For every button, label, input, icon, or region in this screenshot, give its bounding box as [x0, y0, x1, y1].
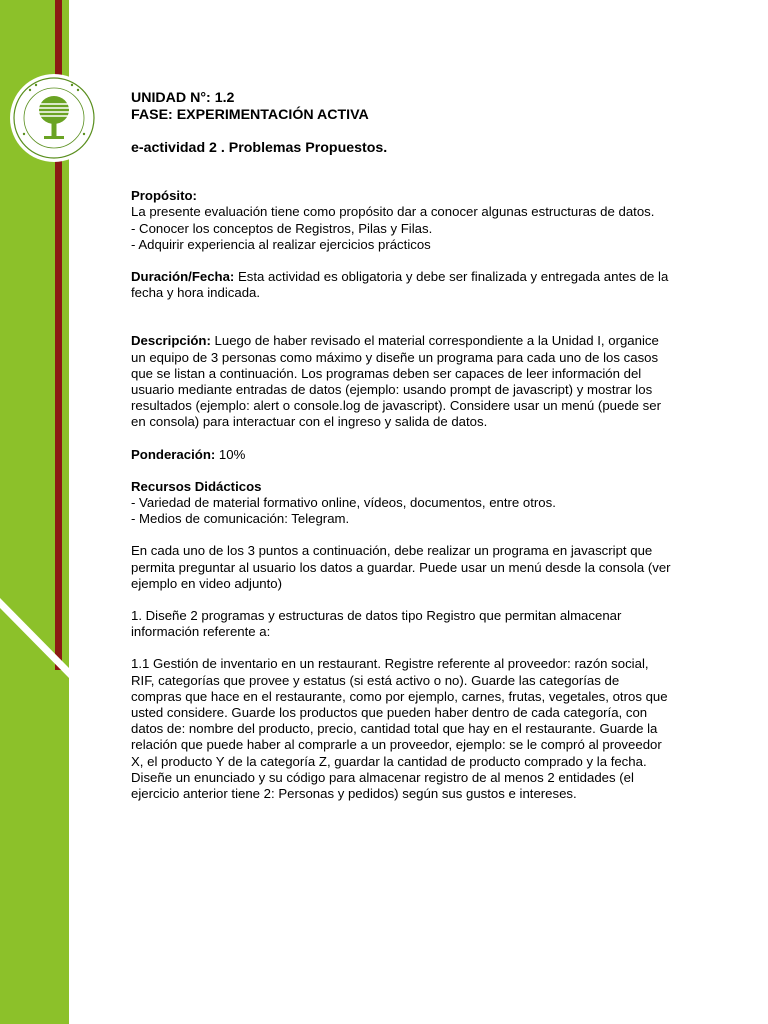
- activity-title: e-actividad 2 . Problemas Propuestos.: [131, 140, 388, 156]
- duracion-label: Duración/Fecha:: [131, 269, 235, 285]
- proposito-line: - Adquirir experiencia al realizar ejercicios prácticos: [131, 236, 431, 252]
- proposito-line: La presente evaluación tiene como propósito dar a conocer algunas estructuras de datos.: [131, 204, 655, 220]
- descripcion-paragraph: [131, 333, 671, 430]
- proposito-line: - Conocer los conceptos de Registros, Pilas y Filas.: [131, 220, 433, 236]
- ponderacion-value: 10%: [215, 446, 246, 462]
- recursos-line: - Variedad de material formativo online, vídeos, documentos, entre otros.: [131, 495, 556, 511]
- recursos-label: Recursos Didácticos: [131, 478, 262, 494]
- recursos-line: - Medios de comunicación: Telegram.: [131, 511, 350, 527]
- phase-title: FASE: EXPERIMENTACIÓN ACTIVA: [131, 107, 369, 123]
- ponderacion-paragraph: [131, 447, 671, 463]
- proposito-label: Propósito:: [131, 188, 197, 204]
- intro-paragraph: En cada uno de los 3 puntos a continuación, debe realizar un programa en javascript que permita preguntar al usuario los datos a guardar. Puede usar un menú desde la consola (ver ejemplo en video adjunto): [131, 543, 671, 591]
- university-logo: [6, 64, 98, 170]
- descripcion-label: Descripción:: [131, 333, 211, 349]
- descripcion-text: Luego de haber revisado el material correspondiente a la Unidad I, organice un equipo de 3 personas como máximo y diseñe un programa para cada uno de los casos que se listan a continuación. Los programas deben ser capaces de leer información del usuario mediante entradas de datos (ejemplo: usando prompt de javascript) y mostrar los resultados (ejemplo: alert o console.log de javascript). Considere usar un menú (puede ser en consola) para interactuar con el ingreso y salida de datos.: [131, 333, 661, 430]
- document-body: [131, 90, 671, 802]
- duracion-text: Esta actividad es obligatoria y debe ser finalizada y entregada antes de la fecha y hora indicada.: [131, 269, 669, 301]
- duracion-paragraph: [131, 269, 671, 301]
- point-1-1: 1.1 Gestión de inventario en un restaurant. Registre referente al proveedor: razón social, RIF, categorías que provee y estatus (si está activo o no). Guarde las categorías de compras que hace en el restaurante, como por ejemplo, carnes, frutas, vegetales, otros que usted considere. Guarde los productos que pueden haber dentro de cada categoría, con datos de: nombre del producto, precio, cantidad total que hay en el restaurante. Guarde la relación que puede haber al comprarle a un proveedor, ejemplo: se le compró al proveedor X, el producto Y de la categoría Z, guardar la cantidad de producto comprado y la fecha.: [131, 656, 668, 769]
- ponderacion-label: Ponderación:: [131, 446, 216, 462]
- point-1: 1. Diseñe 2 programas y estructuras de datos tipo Registro que permitan almacenar información referente a:: [131, 608, 622, 640]
- unit-number: UNIDAD N°: 1.2: [131, 90, 235, 106]
- point-1-1-extra: Diseñe un enunciado y su código para almacenar registro de al menos 2 entidades (el ejercicio anterior tiene 2: Personas y pedidos) según sus gustos e intereses.: [131, 769, 634, 802]
